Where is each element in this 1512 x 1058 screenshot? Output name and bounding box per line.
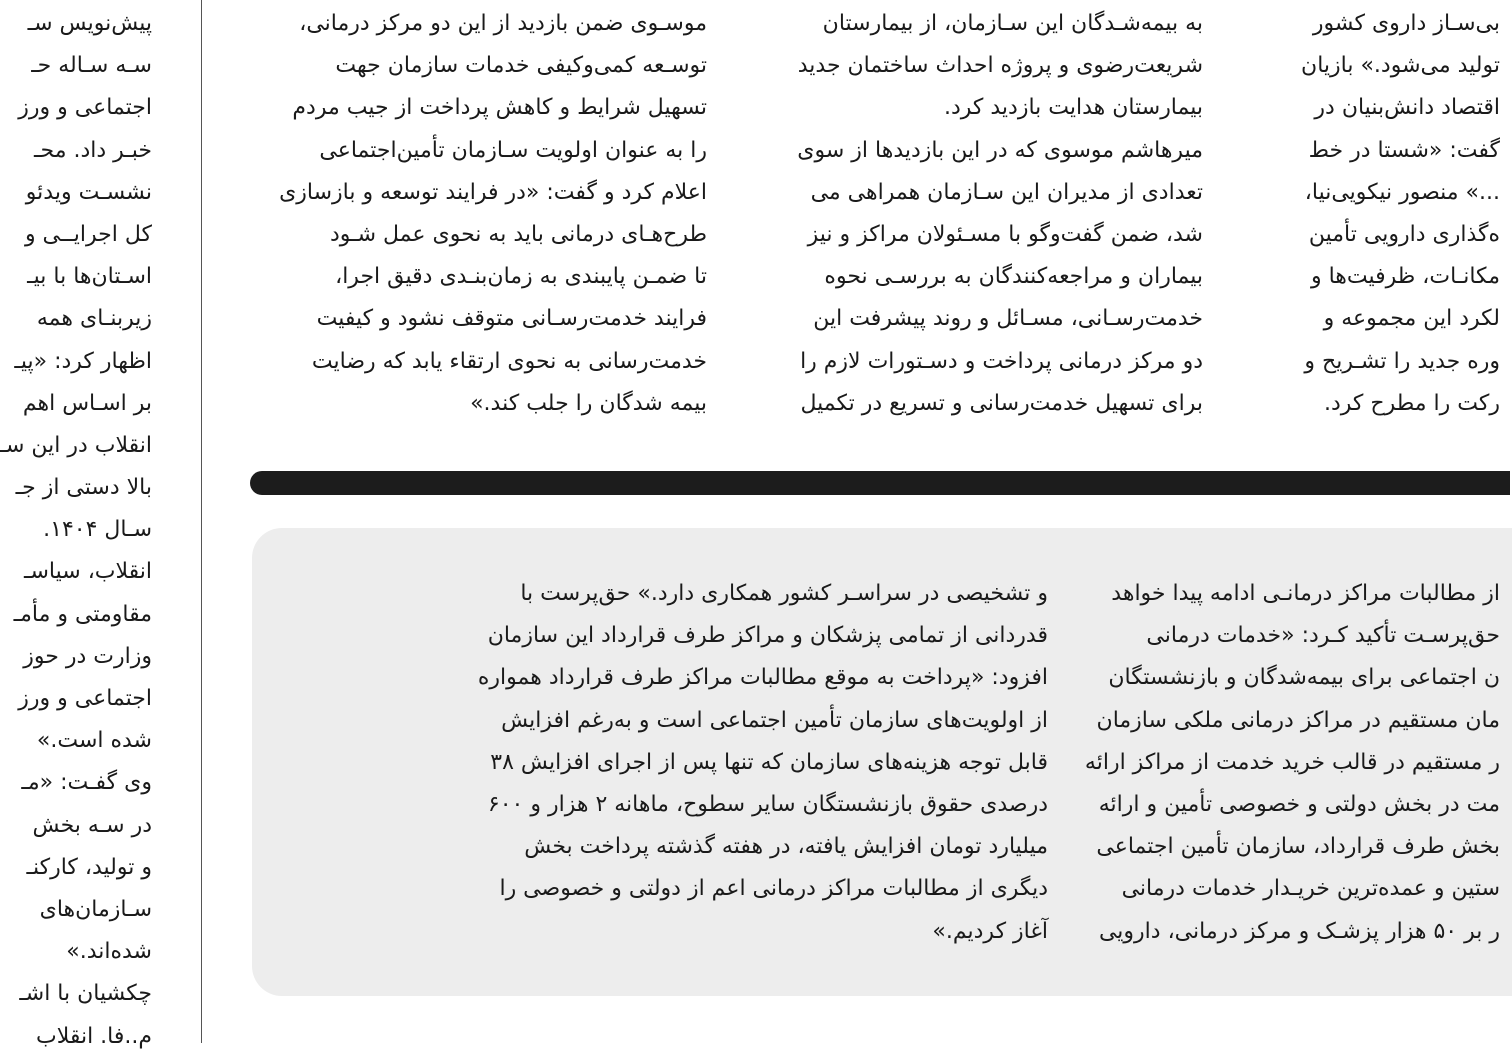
text-line: توسـعه کمی‌وکیفی خدمات سازمان جهت [335, 53, 707, 79]
text-line: حق‌پرسـت تأکید کـرد: «خدمات درمانی [1146, 623, 1500, 649]
boxed-column-right [1084, 573, 1500, 953]
section-separator-bar [250, 471, 1510, 495]
article-column-middle-right [750, 3, 1203, 425]
text-line: بیمه شدگان را جلب کند.» [470, 390, 707, 416]
text-line: بر اسـاس اهم [22, 390, 152, 416]
text-line: بی‌سـاز داروی کشور [1312, 11, 1500, 36]
text-line: انقلاب، سیاسـ [24, 559, 152, 585]
text-line: دو مرکز درمانی پرداخت و دسـتورات لازم را [800, 348, 1203, 374]
text-line: سـال ۱۴۰۴. [43, 517, 152, 543]
text-line: افزود: «پرداخت به موقع مطالبات مراکز طرف قرارداد همواره [477, 665, 1048, 691]
text-line: خدمت‌رسـانی، مسـائل و روند پیشرفت این [813, 306, 1203, 332]
text-line: خدمت‌رسانی به نحوی ارتقاء یابد که رضایت [311, 348, 707, 374]
text-line: زیربنـای همه [36, 306, 152, 332]
text-line: مقاومتی و مأمـ [13, 601, 152, 627]
text-line: چکشیان با اشـ [19, 981, 152, 1007]
text-line: مت در بخش دولتی و خصوصی تأمین و ارائه [1098, 791, 1500, 817]
article-column-middle-left [252, 3, 707, 425]
text-line: وزارت در حوز [23, 643, 152, 669]
left-strip-column [0, 3, 152, 1058]
text-line: ر بر ۵۰ هزار پزشـک و مرکز درمانی، دارویی [1098, 918, 1500, 944]
text-line: میلیارد تومان افزایش یافته، در هفته گذشته پرداخت بخش [524, 834, 1048, 860]
text-line: را به عنوان اولویت سـازمان تأمین‌اجتماعی [319, 137, 707, 163]
text-line: پیش‌نویس سـ [27, 11, 152, 36]
text-line: و تولید، کارکنـ [26, 854, 152, 880]
text-line: طرح‌هـای درمانی باید به نحوی عمل شـود [329, 221, 707, 247]
text-line: فرایند خدمت‌رسـانی متوقف نشود و کیفیت [316, 306, 707, 332]
text-line: موسـوی ضمن بازدید از این دو مرکز درمانی، [299, 11, 707, 36]
text-line: شد، ضمن گفت‌وگو با مسـئولان مراکز و نیز [807, 221, 1203, 247]
text-line: ر مستقیم در قالب خرید خدمت از مراکز ارائه [1084, 749, 1500, 775]
text-line: لکرد این مجموعه و [1323, 306, 1500, 332]
text-line: م..فا. انقلاب [35, 1023, 152, 1049]
text-line: اقتصاد دانش‌بنیان در [1314, 95, 1500, 121]
text-line: اعلام کرد و گفت: «در فرایند توسعه و بازسازی [279, 179, 707, 205]
text-line: قدردانی از تمامی پزشکان و مراکز طرف قرارداد این سازمان [487, 623, 1048, 649]
text-line: برای تسهیل خدمت‌رسانی و تسریع در تکمیل [800, 390, 1203, 416]
text-line: وی گفـت: «مـ [21, 770, 152, 796]
text-line: اجتماعی و ورز [18, 686, 152, 711]
text-line: بالا دستی از جـ [15, 475, 152, 501]
text-line: سـازمان‌های [39, 896, 152, 922]
text-line: دیگری از مطالبات مراکز درمانی اعم از دولتی و خصوصی را [499, 876, 1048, 902]
text-line: اسـتان‌ها با بیـ [27, 264, 152, 290]
text-line: به بیمه‌شـدگان این سـازمان، از بیمارستان [822, 11, 1203, 36]
text-line: سـه سـاله حـ [31, 53, 152, 79]
boxed-column-left [477, 573, 1048, 953]
text-line: بیمارستان هدایت بازدید کرد. [943, 95, 1203, 121]
text-line: شریعت‌رضوی و پروژه احداث ساختمان جدید [797, 53, 1203, 79]
text-line: اجتماعی و ورز [18, 95, 152, 121]
text-line: تعدادی از مدیران این سـازمان همراهی می [810, 179, 1203, 205]
text-line: وره جدید را تشـریح و [1304, 348, 1500, 374]
text-line: رکت را مطرح کرد. [1324, 390, 1500, 416]
text-line: خبـر داد. محـ [34, 137, 152, 163]
text-line: تولید می‌شود.» بازیان [1301, 53, 1500, 79]
text-line: بخش طرف قرارداد، سازمان تأمین اجتماعی [1096, 834, 1500, 860]
text-line: و تشخیصی در سراسـر کشور همکاری دارد.» حق‌پرست با [520, 581, 1048, 606]
text-line: میرهاشم موسوی که در این بازدیدها از سوی [797, 137, 1203, 163]
text-line: ه‌گذاری دارویی تأمین [1308, 221, 1500, 247]
text-line: انقلاب در این سـ [0, 432, 152, 458]
column-divider-line [201, 0, 202, 1043]
text-line: مان مستقیم در مراکز درمانی ملکی سازمان [1096, 707, 1500, 733]
text-line: تا ضمـن پایبندی به زمان‌بنـدی دقیق اجرا، [335, 264, 707, 290]
text-line: ستین و عمده‌ترین خریـدار خدمات درمانی [1121, 876, 1500, 902]
text-line: ن اجتماعی برای بیمه‌شدگان و بازنشستگان [1108, 665, 1500, 691]
text-line: قابل توجه هزینه‌های سازمان که تنها پس از اجرای افزایش ۳۸ [490, 749, 1048, 775]
text-line: کل اجرایــی و [24, 221, 152, 247]
text-line: از اولویت‌های سازمان تأمین اجتماعی است و به‌رغم افزایش [501, 707, 1048, 733]
article-column-right-edge [1303, 3, 1500, 425]
text-line: درصدی حقوق بازنشستگان سایر سطوح، ماهانه ۲ هزار و ۶۰۰ [487, 791, 1048, 817]
text-line: بیماران و مراجعه‌کنندگان به بررسـی نحوه [824, 264, 1203, 290]
text-line: ...» منصور نیکویی‌نیا، [1304, 179, 1500, 205]
text-line: از مطالبات مراکز درمانـی ادامه پیدا خواهد [1111, 581, 1500, 606]
text-line: شده است.» [36, 728, 152, 754]
text-line: گفت: «شستا در خط [1308, 137, 1500, 163]
text-line: آغاز کردیم.» [932, 918, 1048, 944]
text-line: اظهار کرد: «پیـ [14, 348, 152, 374]
text-line: در سـه بخش [32, 812, 152, 838]
text-line: مکانـات، ظرفیت‌ها و [1310, 264, 1500, 290]
text-line: شده‌اند.» [66, 939, 152, 965]
text-line: نشسـت ویدئو [25, 179, 152, 205]
text-line: تسهیل شرایط و کاهش پرداخت از جیب مردم [292, 95, 707, 121]
